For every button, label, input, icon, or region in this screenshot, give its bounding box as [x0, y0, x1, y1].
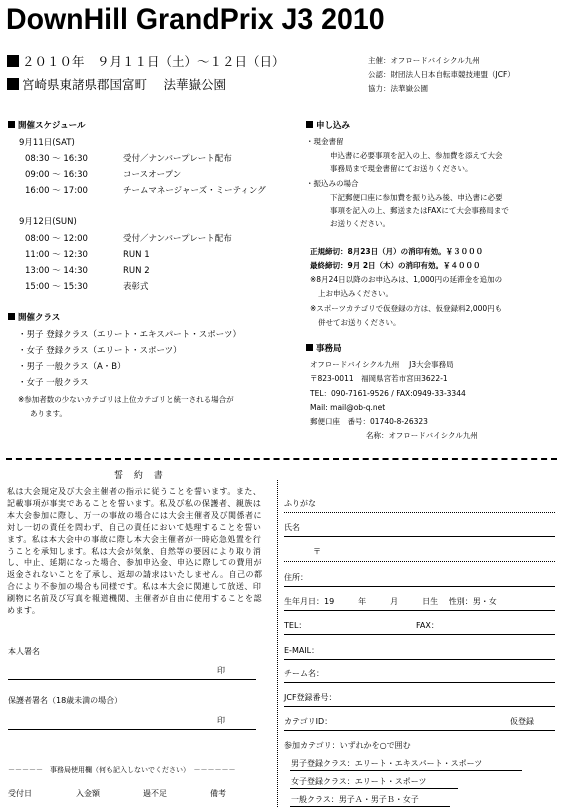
form-divider — [277, 480, 278, 807]
schedule-item: 09:00 ～ 16:30 コースオープン — [25, 170, 182, 180]
apply-note: ※スポーツカテゴリで仮登録の方は、仮登録料2,000円も — [310, 304, 503, 313]
office-text: オフロードバイシクル九州 J3大会事務局 — [310, 360, 454, 369]
jcf-label: JCF登録番号： — [284, 693, 337, 702]
square-bullet-icon — [306, 121, 313, 128]
guardian-label: 保護者署名（18歳未満の場合） — [8, 696, 123, 705]
square-bullet-icon — [7, 78, 19, 90]
signer-line[interactable] — [8, 679, 256, 680]
class-item: ・男子 一般クラス（A・B） — [18, 362, 126, 372]
category-underline — [290, 788, 458, 789]
apply-note: 上お申込みください。 — [318, 289, 393, 298]
participate-label: 参加カテゴリ：いずれかを○で囲む — [284, 741, 411, 750]
event-date: ２０１０年 ９月１１日（土）～１２日（日） — [7, 54, 285, 70]
category-option[interactable]: 男子登録クラス：エリート・エキスパート・スポーツ — [291, 759, 483, 768]
seal-mark: 印 — [217, 716, 225, 725]
oath-heading: 誓 約 書 — [114, 471, 167, 481]
apply-heading: 申し込み — [306, 121, 350, 132]
address-label: 住所： — [284, 573, 308, 582]
office-use-col: 備考 — [210, 789, 226, 798]
square-bullet-icon — [306, 344, 313, 351]
office-text: 郵便口座 番号：01740-8-26323 — [310, 417, 428, 426]
office-use-col: 受付日 — [8, 789, 32, 798]
cooperation: 協力：法華嶽公園 — [368, 84, 428, 93]
schedule-item: 16:00 ～ 17:00 チームマネージャーズ・ミーティング — [25, 186, 266, 196]
team-line[interactable] — [284, 682, 555, 683]
category-option[interactable]: 女子登録クラス：エリート・スポーツ — [291, 777, 427, 786]
apply-text: ・振込みの場合 — [306, 179, 359, 188]
furigana-label: ふりがな — [284, 499, 316, 508]
office-heading: 事務局 — [306, 344, 342, 355]
furigana-line[interactable] — [284, 512, 555, 513]
guardian-line[interactable] — [8, 729, 256, 730]
email-label: E-MAIL： — [284, 646, 320, 655]
apply-text: 事務局まで現金書留にてお送りください。 — [330, 164, 473, 173]
class-item: ・女子 一般クラス — [18, 378, 89, 388]
address-line[interactable] — [284, 586, 555, 587]
cut-line — [6, 458, 557, 460]
office-use-col: 過不足 — [143, 789, 167, 798]
fax-label: FAX： — [416, 621, 439, 630]
postal-line[interactable] — [284, 561, 555, 562]
signer-label: 本人署名 — [8, 647, 40, 656]
birth-field: 生年月日：19 年 月 日生 性別：男・女 — [284, 597, 497, 606]
apply-text: 下記郵便口座に参加費を振り込み後、申込書に必要 — [330, 193, 503, 202]
jcf-line[interactable] — [284, 706, 555, 707]
schedule-heading: 開催スケジュール — [8, 121, 86, 132]
square-bullet-icon — [8, 121, 15, 128]
schedule-day1: 9月11日(SAT) — [19, 138, 75, 148]
provisional-label: 仮登録 — [510, 717, 534, 726]
apply-note: 併せてお送りください。 — [318, 318, 401, 327]
email-line[interactable] — [284, 659, 555, 660]
office-use-label: －－－－－ 事務局使用欄（何も記入しないでください） －－－－－－ — [8, 766, 236, 774]
schedule-item: 11:00 ～ 12:30 RUN 1 — [25, 250, 150, 260]
birth-line[interactable] — [284, 610, 555, 611]
apply-note: ※8月24日以降のお申込みは、1,000円の延滞金を追加の — [310, 275, 503, 284]
name-label: 氏名 — [284, 523, 300, 532]
schedule-day2: 9月12日(SUN) — [19, 217, 77, 227]
deadline-final: 最終締切：9月 2日（木）の消印有効。￥４０００ — [310, 261, 481, 270]
schedule-item: 08:00 ～ 12:00 受付／ナンバープレート配布 — [25, 234, 232, 244]
classes-note: ※参加者数の少ないカテゴリは上位カテゴリと統一される場合が — [18, 395, 234, 404]
square-bullet-icon — [8, 313, 15, 320]
schedule-item: 13:00 ～ 14:30 RUN 2 — [25, 266, 150, 276]
apply-text: 事項を記入の上、郵送またはFAXにて大会事務局まで — [330, 206, 509, 215]
apply-text: お送りください。 — [330, 219, 390, 228]
certification: 公認：財団法人日本自転車競技連盟（JCF） — [368, 70, 515, 79]
postal-mark: 〒 — [313, 547, 321, 556]
office-text: Mail: mail@ob-q.net — [310, 403, 386, 412]
classes-heading: 開催クラス — [8, 313, 60, 324]
category-underline — [290, 770, 522, 771]
name-line[interactable] — [284, 536, 555, 537]
schedule-item: 15:00 ～ 15:30 表彰式 — [25, 282, 149, 292]
seal-mark: 印 — [217, 666, 225, 675]
category-id-line[interactable] — [284, 730, 555, 731]
tel-label: TEL： — [284, 621, 307, 630]
apply-text: 申込書に必要事項を記入の上、参加費を添えて大会 — [330, 151, 503, 160]
schedule-item: 08:30 ～ 16:30 受付／ナンバープレート配布 — [25, 154, 232, 164]
class-item: ・女子 登録クラス（エリート・スポーツ） — [18, 346, 182, 356]
apply-text: ・現金書留 — [306, 137, 344, 146]
category-option[interactable]: 一般クラス：男子Ａ・男子Ｂ・女子 — [291, 795, 419, 804]
office-text: 〒823-0011 福岡県宮若市宮田3622-1 — [310, 374, 448, 383]
page-title: DownHill GrandPrix J3 2010 — [6, 3, 385, 36]
classes-note: あります。 — [30, 409, 67, 418]
deadline-regular: 正規締切：8月23日（月）の消印有効。￥３０００ — [310, 247, 484, 256]
team-label: チーム名： — [284, 669, 324, 678]
category-id-label: カテゴリID： — [284, 717, 333, 726]
event-venue: 宮崎県東諸県郡国富町 法華嶽公園 — [7, 77, 226, 93]
office-text: 名称：オフロードバイシクル九州 — [366, 431, 478, 440]
office-use-col: 入金額 — [76, 789, 100, 798]
organizer: 主催：オフロードバイシクル九州 — [368, 56, 480, 65]
tel-fax-line[interactable] — [284, 634, 555, 635]
class-item: ・男子 登録クラス（エリート・エキスパート・スポーツ） — [18, 330, 241, 340]
square-bullet-icon — [7, 55, 19, 67]
oath-body: 私は大会規定及び大会主催者の指示に従うことを誓います。また、記載事項が事実であることを誓います。私及び私の保護者、親族は本大会参加に際し、万一の事故の場合には大会主催者及び関係者に対し一切の責任を問わず、自己の責任において処理することを誓います。私は本大会中の事故に際し本大会主催者が一時応急処置を行うことを承知します。私は大会が気象、自然等の要因により取り消し、中止、延期になった場合、参加申込金、申込に際しての費用が返金されないことを了承し、返却の請求はいたしません。自己の都合により不参加の場合も同様です。私は本大会に関連して放送、印刷物に名前及び写真を報道機関、主催者が自由に使用することを認めます。 — [7, 487, 263, 616]
office-text: TEL：090-7161-9526 / FAX:0949-33-3344 — [310, 389, 466, 398]
